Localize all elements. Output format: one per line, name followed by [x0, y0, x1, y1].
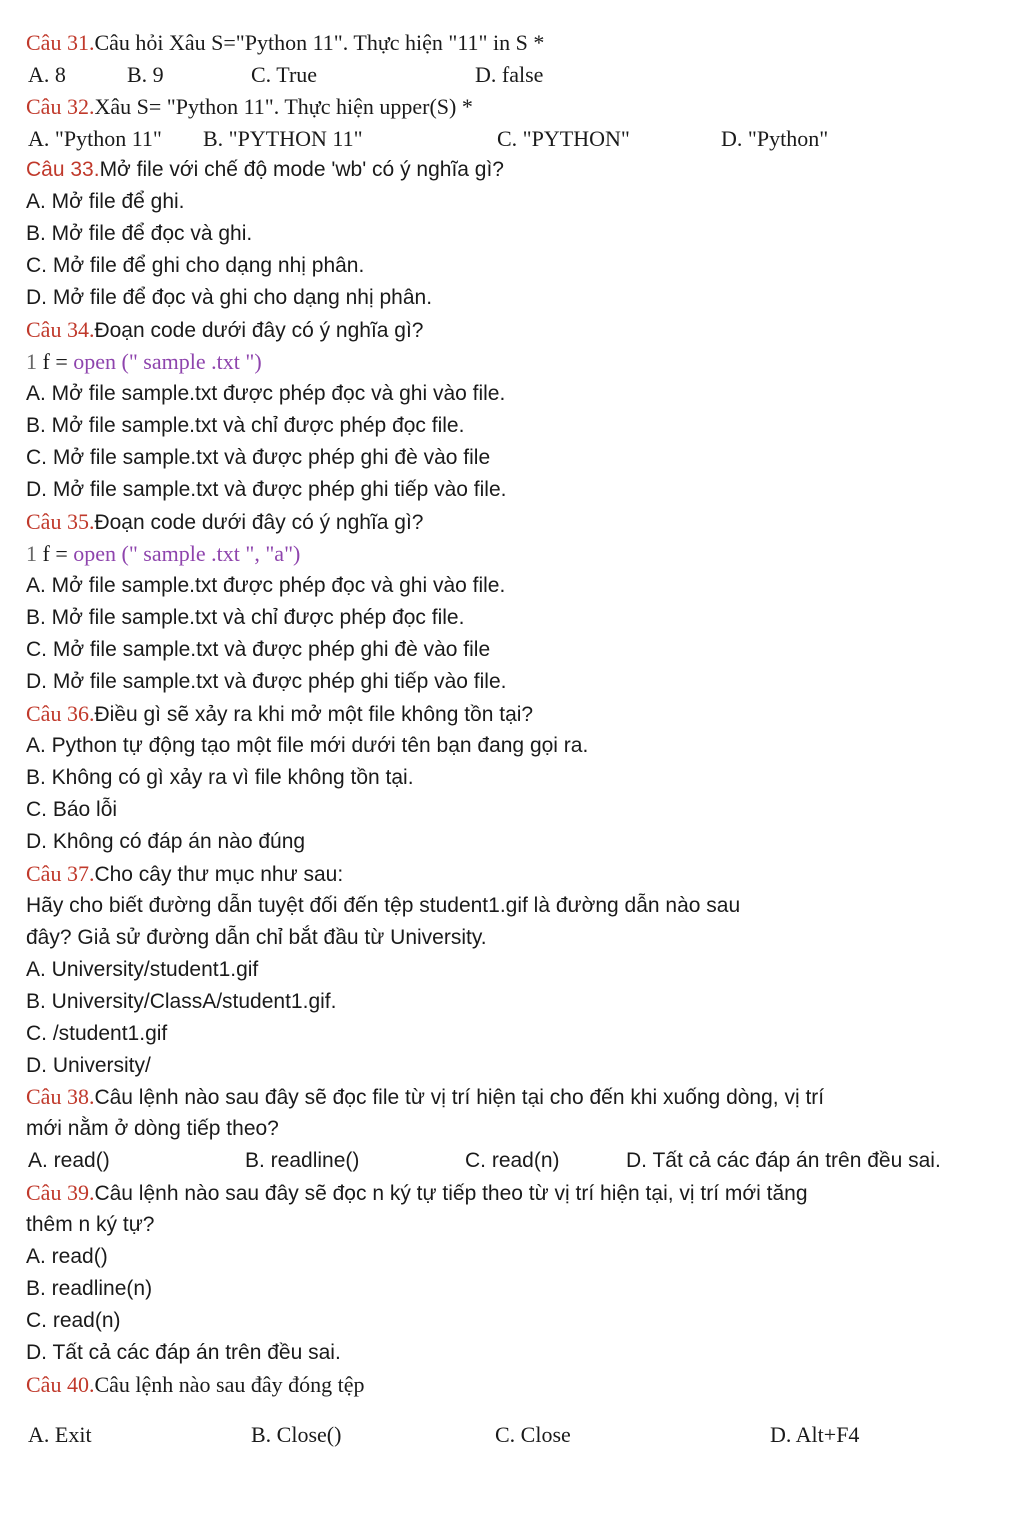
option-c: C. Mở file sample.txt và được phép ghi đè vào file: [26, 638, 491, 661]
code-assign: f =: [42, 541, 74, 566]
question-text: Mở file với chế độ mode 'wb' có ý nghĩa gì?: [99, 158, 504, 181]
option-d: D. "Python": [721, 126, 829, 151]
option-c: C. True: [251, 62, 318, 87]
option-c: C. Mở file để ghi cho dạng nhị phân.: [26, 254, 365, 277]
option-b: B. 9: [127, 62, 164, 87]
option-a: A. Python tự động tạo một file mới dưới tên bạn đang gọi ra.: [26, 734, 589, 757]
option-a: A. 8: [28, 62, 66, 87]
option-b: B. Close(): [251, 1422, 342, 1447]
option-a: A. read(): [28, 1149, 110, 1172]
option-d: D. Không có đáp án nào đúng: [26, 830, 306, 853]
option-a: A. Mở file để ghi.: [26, 190, 185, 213]
option-b: B. "PYTHON 11": [203, 126, 363, 151]
question-text: Câu lệnh nào sau đây đóng tệp: [94, 1372, 365, 1397]
code-line-number: 1: [26, 541, 37, 566]
option-a: A. University/student1.gif: [26, 958, 259, 981]
question-35: [26, 507, 424, 537]
question-number: Câu 40.: [26, 1372, 95, 1397]
question-37: [26, 859, 343, 889]
option-a: A. "Python 11": [28, 126, 162, 151]
option-a: A. Mở file sample.txt được phép đọc và ghi vào file.: [26, 574, 506, 597]
option-b: B. Mở file để đọc và ghi.: [26, 222, 253, 245]
option-d: D. University/: [26, 1054, 151, 1077]
option-c: C. read(n): [26, 1309, 121, 1332]
code-args: (" sample .txt "): [116, 349, 262, 374]
option-d: D. Tất cả các đáp án trên đều sai.: [26, 1341, 341, 1364]
question-number: Câu 38.: [26, 1084, 95, 1109]
option-c: C. Close: [495, 1422, 571, 1447]
option-b: B. readline(): [245, 1149, 360, 1172]
question-text-line-2: thêm n ký tự?: [26, 1213, 155, 1236]
question-text-line-2: Hãy cho biết đường dẫn tuyệt đối đến tệp student1.gif là đường dẫn nào sau: [26, 894, 741, 917]
option-a: A. Mở file sample.txt được phép đọc và ghi vào file.: [26, 382, 506, 405]
question-40: [26, 1370, 365, 1400]
option-c: C. /student1.gif: [26, 1022, 168, 1045]
code-function: open: [73, 349, 116, 374]
option-b: B. Mở file sample.txt và chỉ được phép đọc file.: [26, 606, 465, 629]
code-line: [26, 347, 262, 377]
option-c: C. Mở file sample.txt và được phép ghi đè vào file: [26, 446, 491, 469]
option-d: D. Mở file sample.txt và được phép ghi tiếp vào file.: [26, 478, 507, 501]
question-text: Đoạn code dưới đây có ý nghĩa gì?: [94, 319, 424, 342]
question-text: Điều gì sẽ xảy ra khi mở một file không tồn tại?: [94, 703, 534, 726]
question-36: [26, 699, 533, 729]
option-a: A. read(): [26, 1245, 108, 1268]
option-d: D. Mở file để đọc và ghi cho dạng nhị phân.: [26, 286, 433, 309]
option-c: C. read(n): [465, 1149, 560, 1172]
question-text: Câu lệnh nào sau đây sẽ đọc file từ vị trí hiện tại cho đến khi xuống dòng, vị trí: [94, 1086, 825, 1109]
question-number: Câu 39.: [26, 1180, 95, 1205]
question-number: Câu 35.: [26, 509, 95, 534]
question-32: [26, 92, 473, 122]
code-args: (" sample .txt ", "a"): [116, 541, 301, 566]
question-text: Câu hỏi Xâu S="Python 11". Thực hiện "11" in S *: [94, 30, 545, 55]
option-b: B. readline(n): [26, 1277, 153, 1300]
option-d: D. false: [475, 62, 544, 87]
option-d: D. Alt+F4: [770, 1422, 860, 1447]
question-text: Đoạn code dưới đây có ý nghĩa gì?: [94, 511, 424, 534]
question-number: Câu 31.: [26, 30, 95, 55]
option-b: B. Không có gì xảy ra vì file không tồn tại.: [26, 766, 414, 789]
question-39: [26, 1178, 808, 1208]
option-d: D. Tất cả các đáp án trên đều sai.: [626, 1149, 941, 1172]
code-line-number: 1: [26, 349, 37, 374]
code-line: [26, 539, 300, 569]
question-38: [26, 1082, 824, 1112]
question-number: Câu 36.: [26, 701, 95, 726]
option-d: D. Mở file sample.txt và được phép ghi tiếp vào file.: [26, 670, 507, 693]
question-number: Câu 33.: [26, 158, 100, 181]
question-text: Cho cây thư mục như sau:: [94, 863, 344, 886]
option-c: C. Báo lỗi: [26, 798, 118, 821]
question-text-line-2: mới nằm ở dòng tiếp theo?: [26, 1117, 279, 1140]
question-number: Câu 32.: [26, 94, 95, 119]
question-31: [26, 28, 544, 58]
question-text-line-3: đây? Giả sử đường dẫn chỉ bắt đầu từ University.: [26, 926, 487, 949]
code-function: open: [73, 541, 116, 566]
question-33: [26, 155, 504, 185]
option-b: B. Mở file sample.txt và chỉ được phép đọc file.: [26, 414, 465, 437]
question-number: Câu 34.: [26, 317, 95, 342]
option-a: A. Exit: [28, 1422, 92, 1447]
question-text: Xâu S= "Python 11". Thực hiện upper(S) *: [94, 94, 473, 119]
option-b: B. University/ClassA/student1.gif.: [26, 990, 337, 1013]
option-c: C. "PYTHON": [497, 126, 630, 151]
question-34: [26, 315, 424, 345]
code-assign: f =: [42, 349, 74, 374]
question-text: Câu lệnh nào sau đây sẽ đọc n ký tự tiếp theo từ vị trí hiện tại, vị trí mới tăng: [94, 1182, 808, 1205]
question-number: Câu 37.: [26, 861, 95, 886]
